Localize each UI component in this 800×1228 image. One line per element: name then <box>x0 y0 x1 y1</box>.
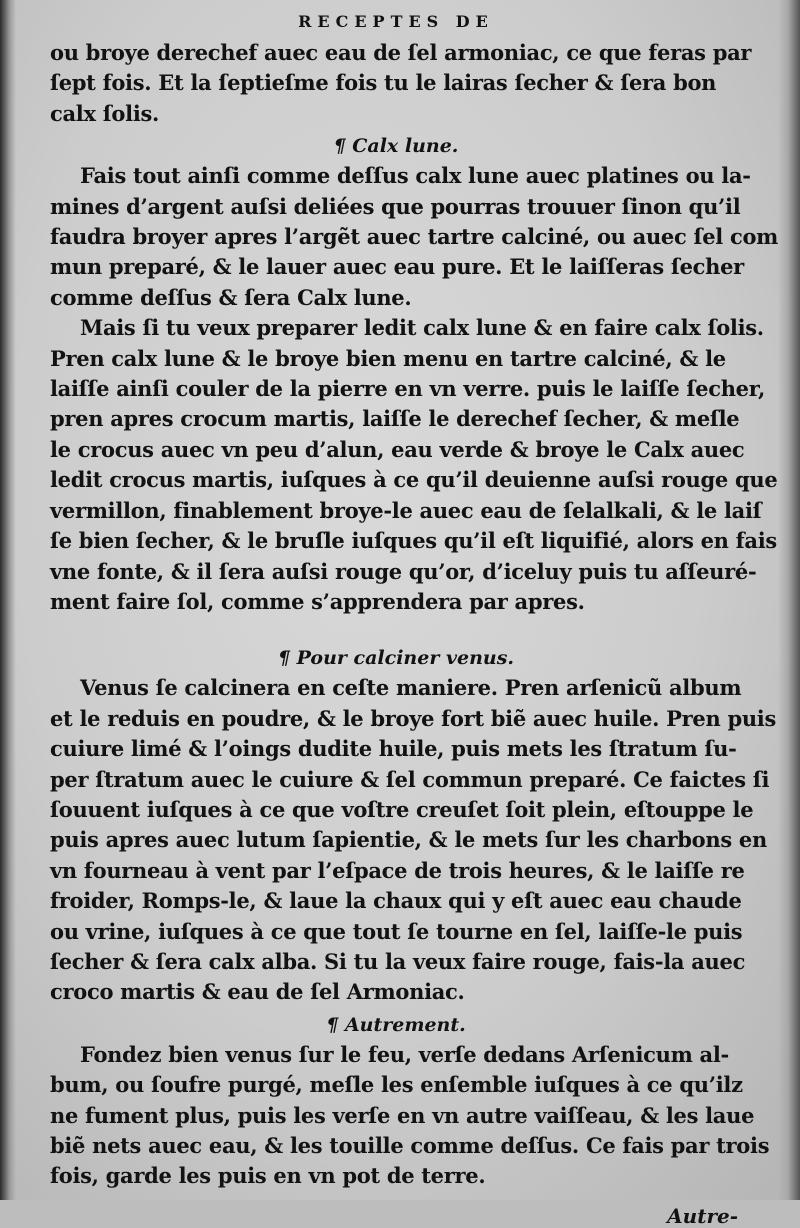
text-line: bum, ou ſoufre purgé, meſle les enſemble iuſques à ce qu’ilz <box>50 1072 743 1098</box>
text-line: vne fonte, & il ſera auſsi rouge qu’or, d’iceluy puis tu aſſeuré- <box>50 558 757 584</box>
text-line: ne fument plus, puis les verſe en vn autre vaiſſeau, & les laue <box>50 1102 755 1128</box>
text-line: per ſtratum auec le cuiure & ſel commun preparé. Ce faictes ſi <box>50 766 770 792</box>
text-line: ou broye derechef auec eau de ſel armoniac, ce que feras par <box>50 40 752 65</box>
text-line: pren apres crocum martis, laiſſe le derechef ſecher, & meſle <box>50 406 740 432</box>
text-line: ſe bien ſecher, & le bruſle iuſques qu’il eſt liquifié, alors en fais <box>50 528 777 554</box>
text-line: ſept fois. Et la ſeptieſme fois tu le lairas ſecher & ſera bon <box>50 70 717 96</box>
text-line: vn fourneau à vent par l’eſpace de trois heures, & le laiſſe re <box>50 857 745 883</box>
text-line: vermillon, finablement broye-le auec eau de ſelalkali, & le laiſ <box>50 497 762 523</box>
paragraph-calx-solis <box>50 313 778 617</box>
section-heading-calx-lune: ¶ Calx lune. <box>333 135 459 158</box>
paragraph-calciner-venus <box>50 673 776 1007</box>
text-line: le crocus auec vn peu d’alun, eau verde & broye le Calx auec <box>50 436 745 462</box>
text-line: ledit crocus martis, iuſques à ce qu’il deuienne auſsi rouge que <box>50 467 778 493</box>
text-line: comme deſſus & ſera Calx lune. <box>50 284 412 310</box>
text-line: ou vrine, iuſques à ce que tout ſe tourne en ſel, laiſſe-le puis <box>50 918 743 944</box>
text-line: biẽ nets auec eau, & les touille comme deſſus. Ce fais par trois <box>50 1133 770 1158</box>
paragraph-autrement <box>50 1040 770 1192</box>
catchword: Autre- <box>667 1203 738 1228</box>
text-line: fois, garde les puis en vn pot de terre. <box>50 1163 486 1189</box>
text-line: faudra broyer apres l’argẽt auec tartre calciné, ou auec ſel com <box>50 224 779 250</box>
section-heading-calciner-venus: ¶ Pour calciner venus. <box>277 647 515 670</box>
text-line: et le reduis en poudre, & le broye fort biẽ auec huile. Pren puis <box>50 705 776 731</box>
text-line: Venus ſe calcinera en ceſte maniere. Pren arſenicũ album <box>80 675 742 701</box>
paragraph-continuation <box>50 38 752 129</box>
text-line: croco martis & eau de ſel Armoniac. <box>50 979 465 1005</box>
text-line: ment faire ſol, comme s’apprendera par apres. <box>50 588 585 614</box>
text-line: mines d’argent auſsi deliées que pourras trouuer ſinon qu’il <box>50 193 741 219</box>
text-line: Fondez bien venus ſur le feu, verſe dedans Arſenicum al- <box>80 1041 729 1067</box>
page-edge-shadow-left <box>0 0 16 1200</box>
paragraph-calx-lune <box>50 161 779 313</box>
text-line: froider, Romps-le, & laue la chaux qui y eſt auec eau chaude <box>50 888 742 914</box>
text-line: Mais ſi tu veux preparer ledit calx lune & en faire calx ſolis. <box>80 315 764 341</box>
text-line: calx ſolis. <box>50 100 160 126</box>
text-line: mun preparé, & le lauer auec eau pure. Et le laiſſeras ſecher <box>50 254 744 280</box>
running-head: RECEPTES DE <box>298 12 494 31</box>
text-line: ſouuent iuſques à ce que voſtre creuſet ſoit plein, eſtouppe le <box>50 796 754 822</box>
text-line: laiſſe ainſi couler de la pierre en vn verre. puis le laiſſe ſecher, <box>50 376 765 402</box>
text-line: Fais tout ainſi comme deſſus calx lune auec platines ou la- <box>80 163 751 189</box>
page-edge-shadow-right <box>778 0 800 1200</box>
text-line: ſecher & ſera calx alba. Si tu la veux faire rouge, fais-la auec <box>50 948 746 974</box>
section-gap <box>50 617 742 641</box>
text-line: Pren calx lune & le broye bien menu en tartre calciné, & le <box>50 345 726 371</box>
text-line: puis apres auec lutum ſapientie, & le mets ſur les charbons en <box>50 827 767 853</box>
section-heading-autrement: ¶ Autrement. <box>326 1013 466 1036</box>
text-line: cuiure limé & l’oings dudite huile, puis mets les ſtratum ſu- <box>50 736 737 762</box>
